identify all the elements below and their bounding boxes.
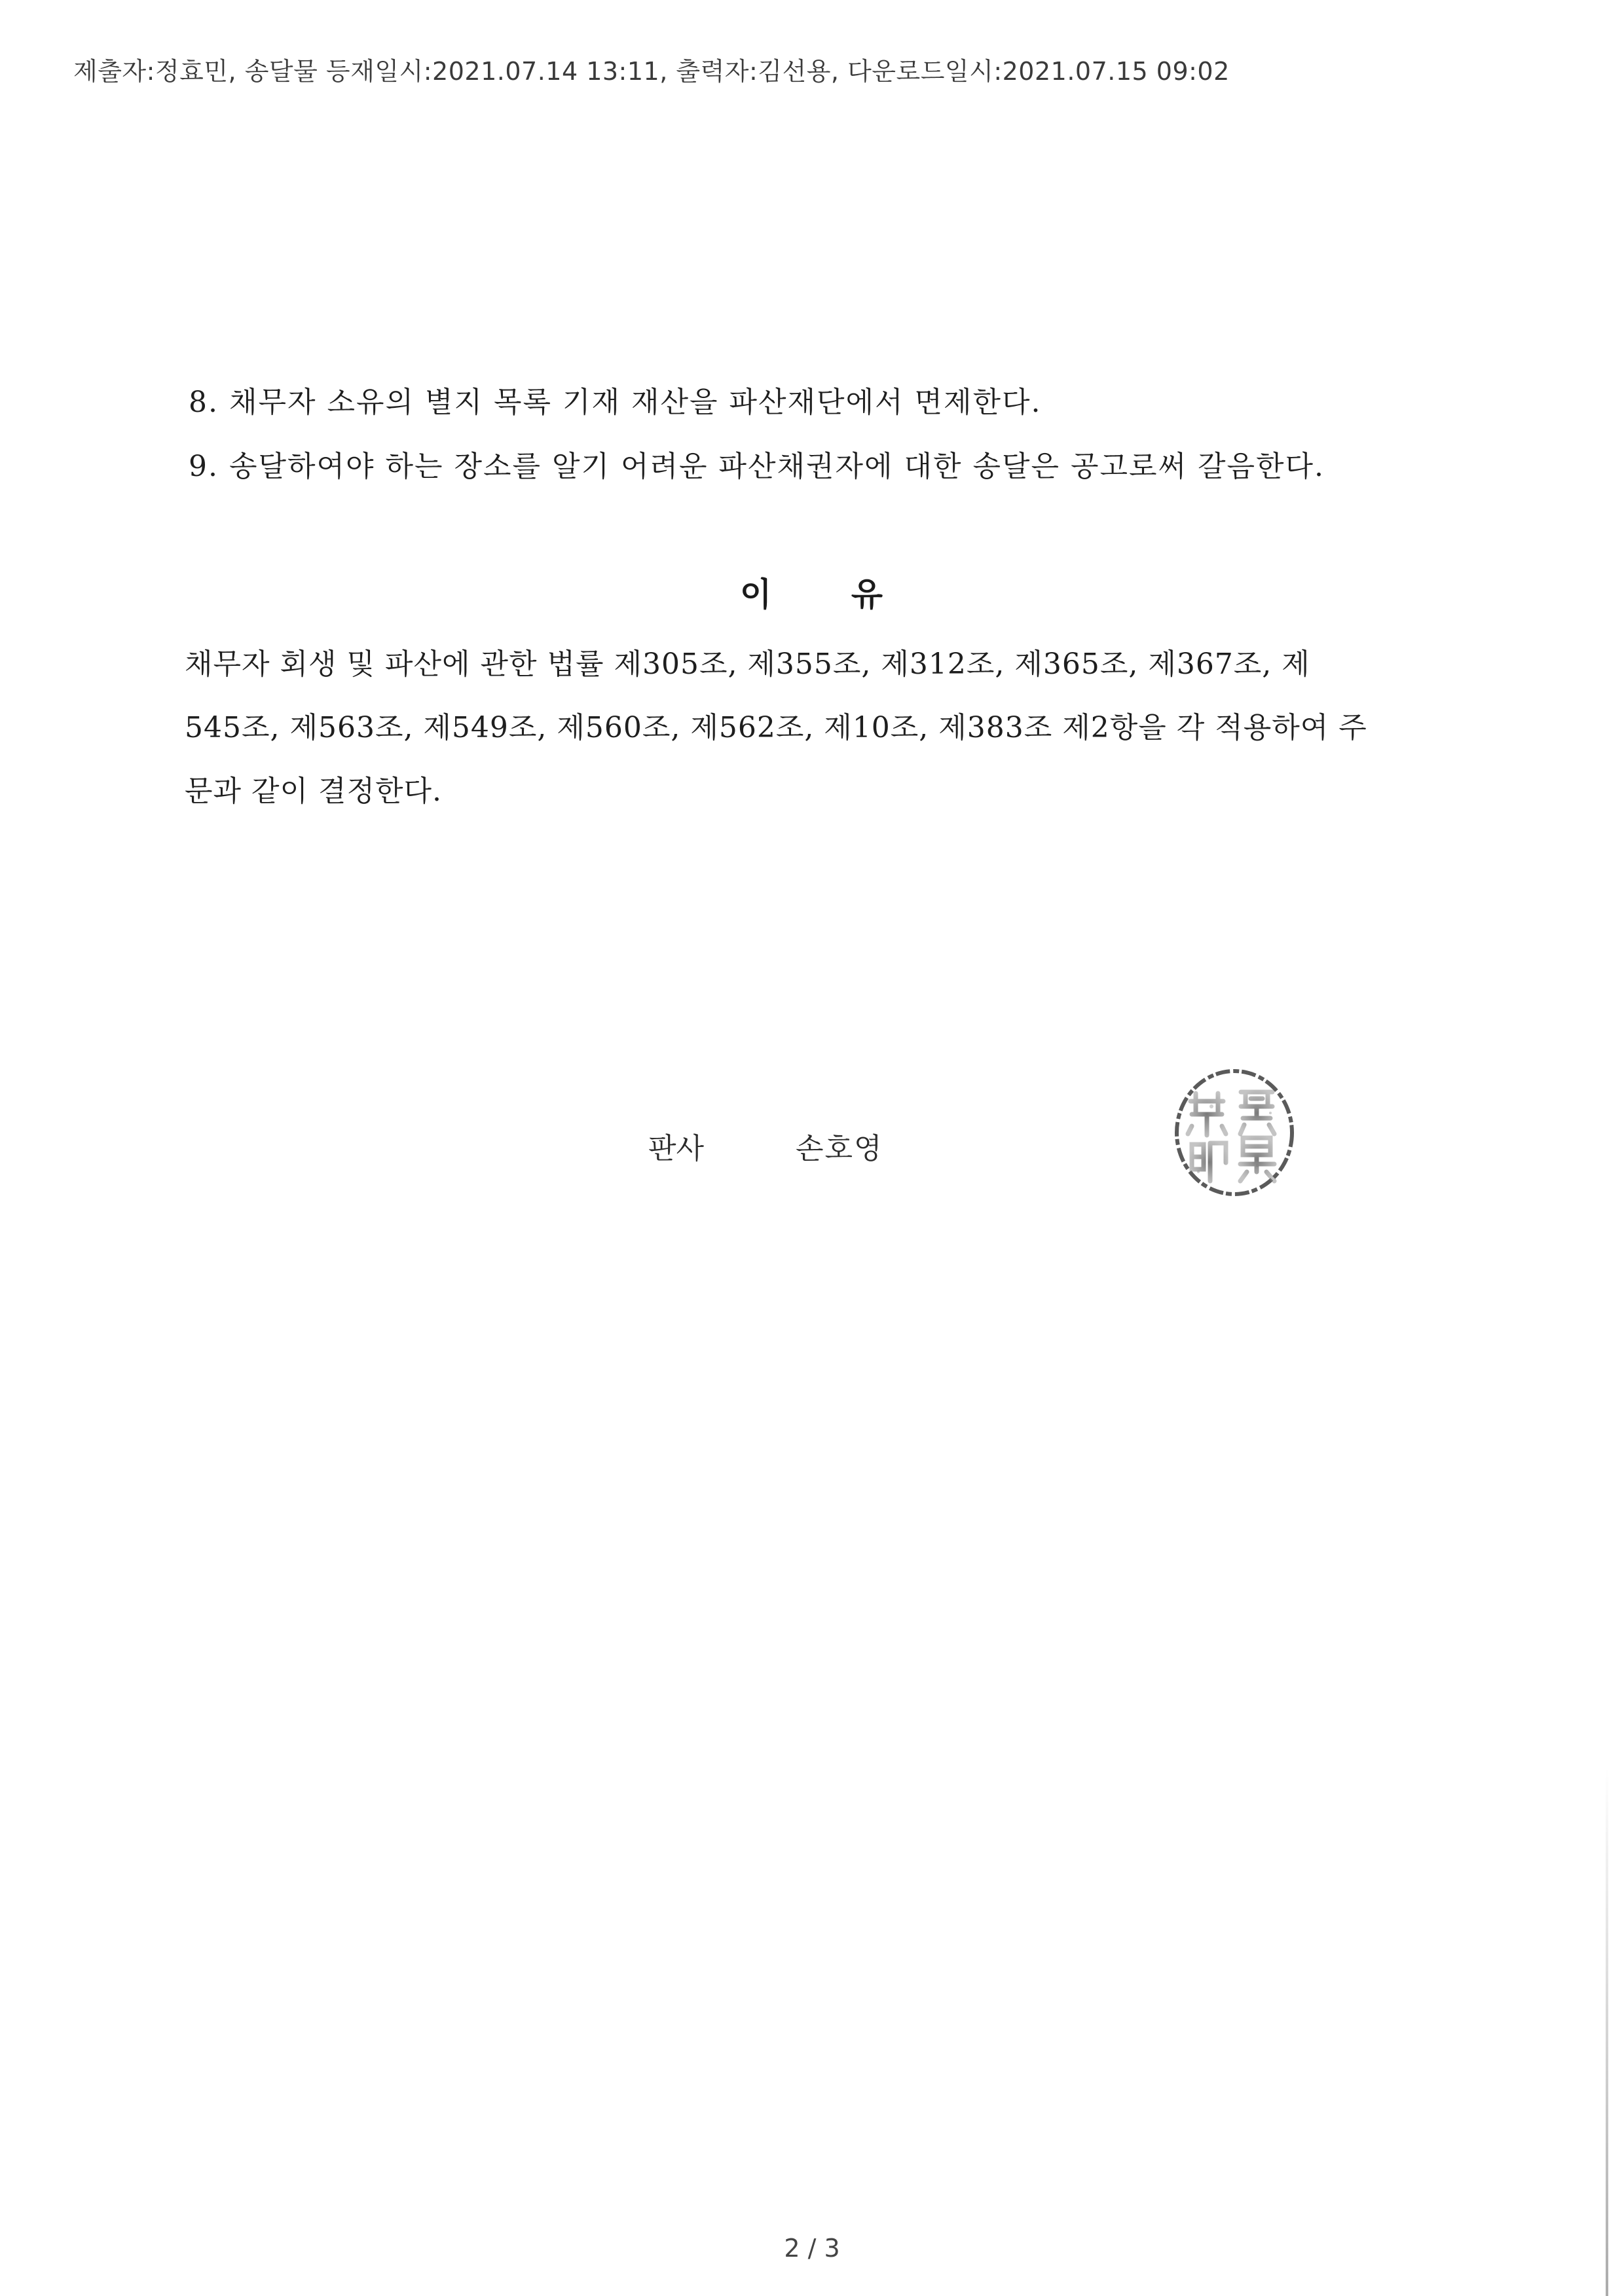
order-item-text: 송달하여야 하는 장소를 알기 어려운 파산채권자에 대한 송달은 공고로써 갈음한다.	[229, 450, 1325, 483]
order-item-number: 8.	[189, 386, 219, 419]
order-item-8	[189, 378, 1041, 420]
judge-seal-icon	[1172, 1067, 1297, 1198]
submission-info: 제출자:정효민, 송달물 등재일시:2021.07.14 13:11, 출력자:김선용, 다운로드일시:2021.07.15 09:02	[73, 57, 1230, 86]
reason-line: 문과 같이 결정한다.	[185, 774, 442, 808]
reason-line: 545조, 제563조, 제549조, 제560조, 제562조, 제10조, 제383조 제2항을 각 적용하여 주	[185, 711, 1367, 744]
reason-line: 채무자 회생 및 파산에 관한 법률 제305조, 제355조, 제312조, 제365조, 제367조, 제	[185, 647, 1310, 681]
judge-title: 판사	[648, 1132, 705, 1165]
scan-edge	[1606, 1768, 1608, 2296]
order-item-number: 9.	[189, 450, 219, 483]
judge-name: 손호영	[796, 1132, 883, 1165]
page-number: 2 / 3	[784, 2234, 840, 2263]
reason-heading: 이 유	[739, 575, 884, 613]
order-item-9	[189, 443, 1325, 484]
order-item-text: 채무자 소유의 별지 목록 기재 재산을 파산재단에서 면제한다.	[229, 386, 1042, 419]
